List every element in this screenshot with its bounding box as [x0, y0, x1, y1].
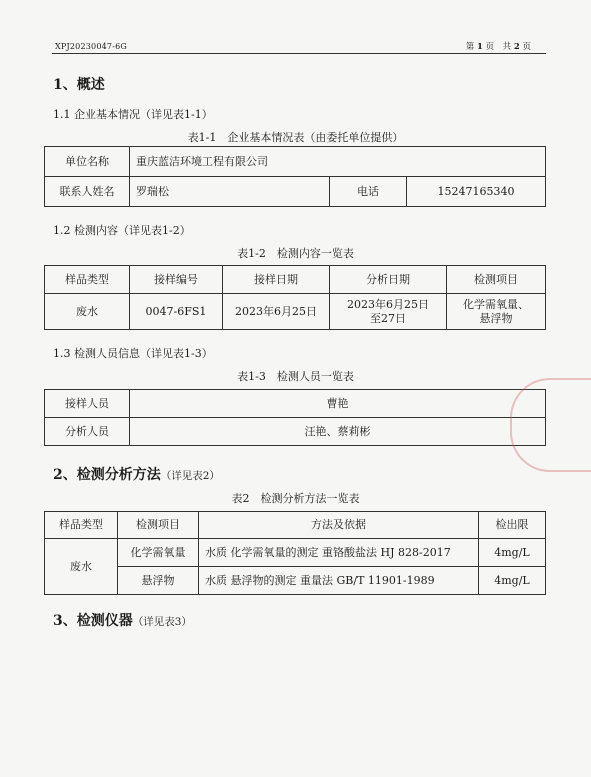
page-indicator: 第 1 页 共 2 页 [465, 42, 531, 52]
table3-caption: 表1-3 检测人员一览表 [237, 370, 354, 383]
company-info-table [44, 146, 546, 207]
receiver-label: 接样人员 [45, 390, 130, 418]
col-sample-id: 接样编号 [130, 266, 223, 294]
cell-sample-type: 废水 [45, 539, 118, 595]
receiver-value: 曹艳 [130, 390, 546, 418]
section1-sub1: 1.1 企业基本情况（详见表1-1） [53, 108, 213, 121]
cell-test-items: 化学需氧量、 悬浮物 [447, 294, 546, 330]
cell-item-cod: 化学需氧量 [118, 539, 199, 567]
section1-sub3: 1.3 检测人员信息（详见表1-3） [53, 347, 213, 360]
cell-method-ss: 水质 悬浮物的测定 重量法 GB/T 11901-1989 [199, 567, 479, 595]
seal-stamp-partial [510, 378, 591, 472]
section2-title: 2、检测分析方法（详见表2） [53, 467, 220, 483]
phone-value: 15247165340 [407, 177, 546, 207]
unit-value: 重庆蓝洁环境工程有限公司 [130, 147, 546, 177]
cell-method-cod: 水质 化学需氧量的测定 重铬酸盐法 HJ 828-2017 [199, 539, 479, 567]
col-analysis-date: 分析日期 [330, 266, 447, 294]
col-test-items: 检测项目 [447, 266, 546, 294]
col-test-item: 检测项目 [118, 512, 199, 539]
section3-title: 3、检测仪器（详见表3） [53, 613, 192, 629]
col-method: 方法及依据 [199, 512, 479, 539]
cell-sample-id: 0047-6FS1 [130, 294, 223, 330]
col-receive-date: 接样日期 [223, 266, 330, 294]
table1-caption: 表1-1 企业基本情况表（由委托单位提供） [187, 131, 404, 144]
header-rule [52, 53, 546, 54]
doc-number: XPJ20230047-6G [55, 42, 127, 51]
col-sample-type: 样品类型 [45, 512, 118, 539]
table-method-caption: 表2 检测分析方法一览表 [231, 492, 360, 505]
detection-content-table [44, 265, 546, 330]
col-detection-limit: 检出限 [479, 512, 546, 539]
cell-limit-cod: 4mg/L [479, 539, 546, 567]
cell-item-ss: 悬浮物 [118, 567, 199, 595]
analyst-value: 汪艳、蔡莉彬 [130, 418, 546, 446]
contact-label: 联系人姓名 [45, 177, 130, 207]
cell-analysis-date: 2023年6月25日 至27日 [330, 294, 447, 330]
section1-title: 1、概述 [53, 77, 105, 93]
col-sample-type: 样品类型 [45, 266, 130, 294]
table2-caption: 表1-2 检测内容一览表 [237, 247, 354, 260]
analyst-label: 分析人员 [45, 418, 130, 446]
cell-sample-type: 废水 [45, 294, 130, 330]
phone-label: 电话 [330, 177, 407, 207]
cell-limit-ss: 4mg/L [479, 567, 546, 595]
method-table [44, 511, 546, 595]
cell-receive-date: 2023年6月25日 [223, 294, 330, 330]
contact-value: 罗瑞松 [130, 177, 330, 207]
unit-label: 单位名称 [45, 147, 130, 177]
personnel-table [44, 389, 546, 446]
section1-sub2: 1.2 检测内容（详见表1-2） [53, 224, 191, 237]
